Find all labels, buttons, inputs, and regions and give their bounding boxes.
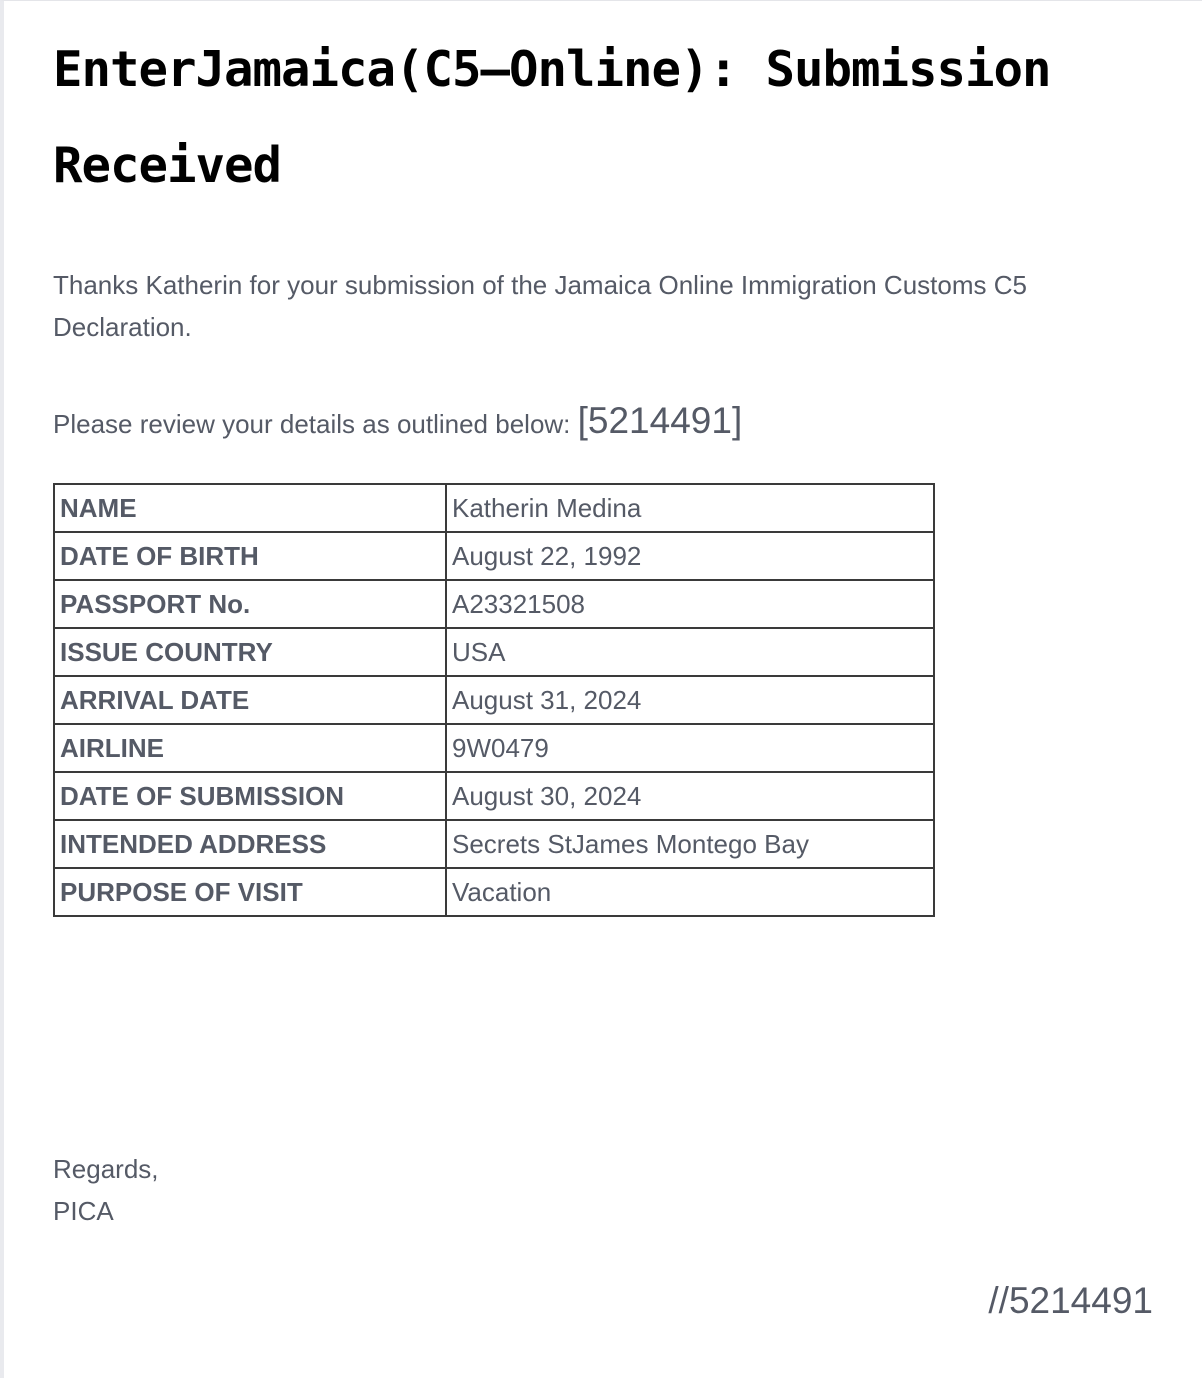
detail-value: Vacation [446, 868, 934, 916]
signature-block [53, 1148, 159, 1232]
detail-label: PURPOSE OF VISIT [54, 868, 446, 916]
email-body [53, 22, 1153, 917]
table-row [54, 532, 934, 580]
detail-label: INTENDED ADDRESS [54, 820, 446, 868]
intro-text: Thanks Katherin for your submission of the Jamaica Online Immigration Customs C5 Declaration. [53, 270, 1027, 342]
table-row [54, 724, 934, 772]
regards-text: Regards, [53, 1154, 159, 1184]
table-row [54, 772, 934, 820]
table-row [54, 868, 934, 916]
detail-value: August 31, 2024 [446, 676, 934, 724]
review-line [53, 400, 1153, 445]
table-row [54, 676, 934, 724]
table-row [54, 820, 934, 868]
detail-value: 9W0479 [446, 724, 934, 772]
table-row [54, 628, 934, 676]
email-title: EnterJamaica(C5–Online): Submission Received [53, 41, 1051, 194]
table-row [54, 484, 934, 532]
details-table [53, 483, 935, 917]
review-text: Please review your details as outlined below: [53, 409, 578, 439]
detail-label: DATE OF BIRTH [54, 532, 446, 580]
table-row [54, 580, 934, 628]
detail-label: DATE OF SUBMISSION [54, 772, 446, 820]
detail-label: ARRIVAL DATE [54, 676, 446, 724]
detail-label: AIRLINE [54, 724, 446, 772]
detail-value: Secrets StJames Montego Bay [446, 820, 934, 868]
detail-value: August 22, 1992 [446, 532, 934, 580]
detail-label: ISSUE COUNTRY [54, 628, 446, 676]
footer-reference: //5214491 [988, 1280, 1153, 1321]
detail-label: NAME [54, 484, 446, 532]
detail-value: August 30, 2024 [446, 772, 934, 820]
detail-value: A23321508 [446, 580, 934, 628]
detail-value: USA [446, 628, 934, 676]
detail-label: PASSPORT No. [54, 580, 446, 628]
detail-value: Katherin Medina [446, 484, 934, 532]
sender-name: PICA [53, 1196, 114, 1226]
submission-reference: [5214491] [577, 400, 743, 441]
